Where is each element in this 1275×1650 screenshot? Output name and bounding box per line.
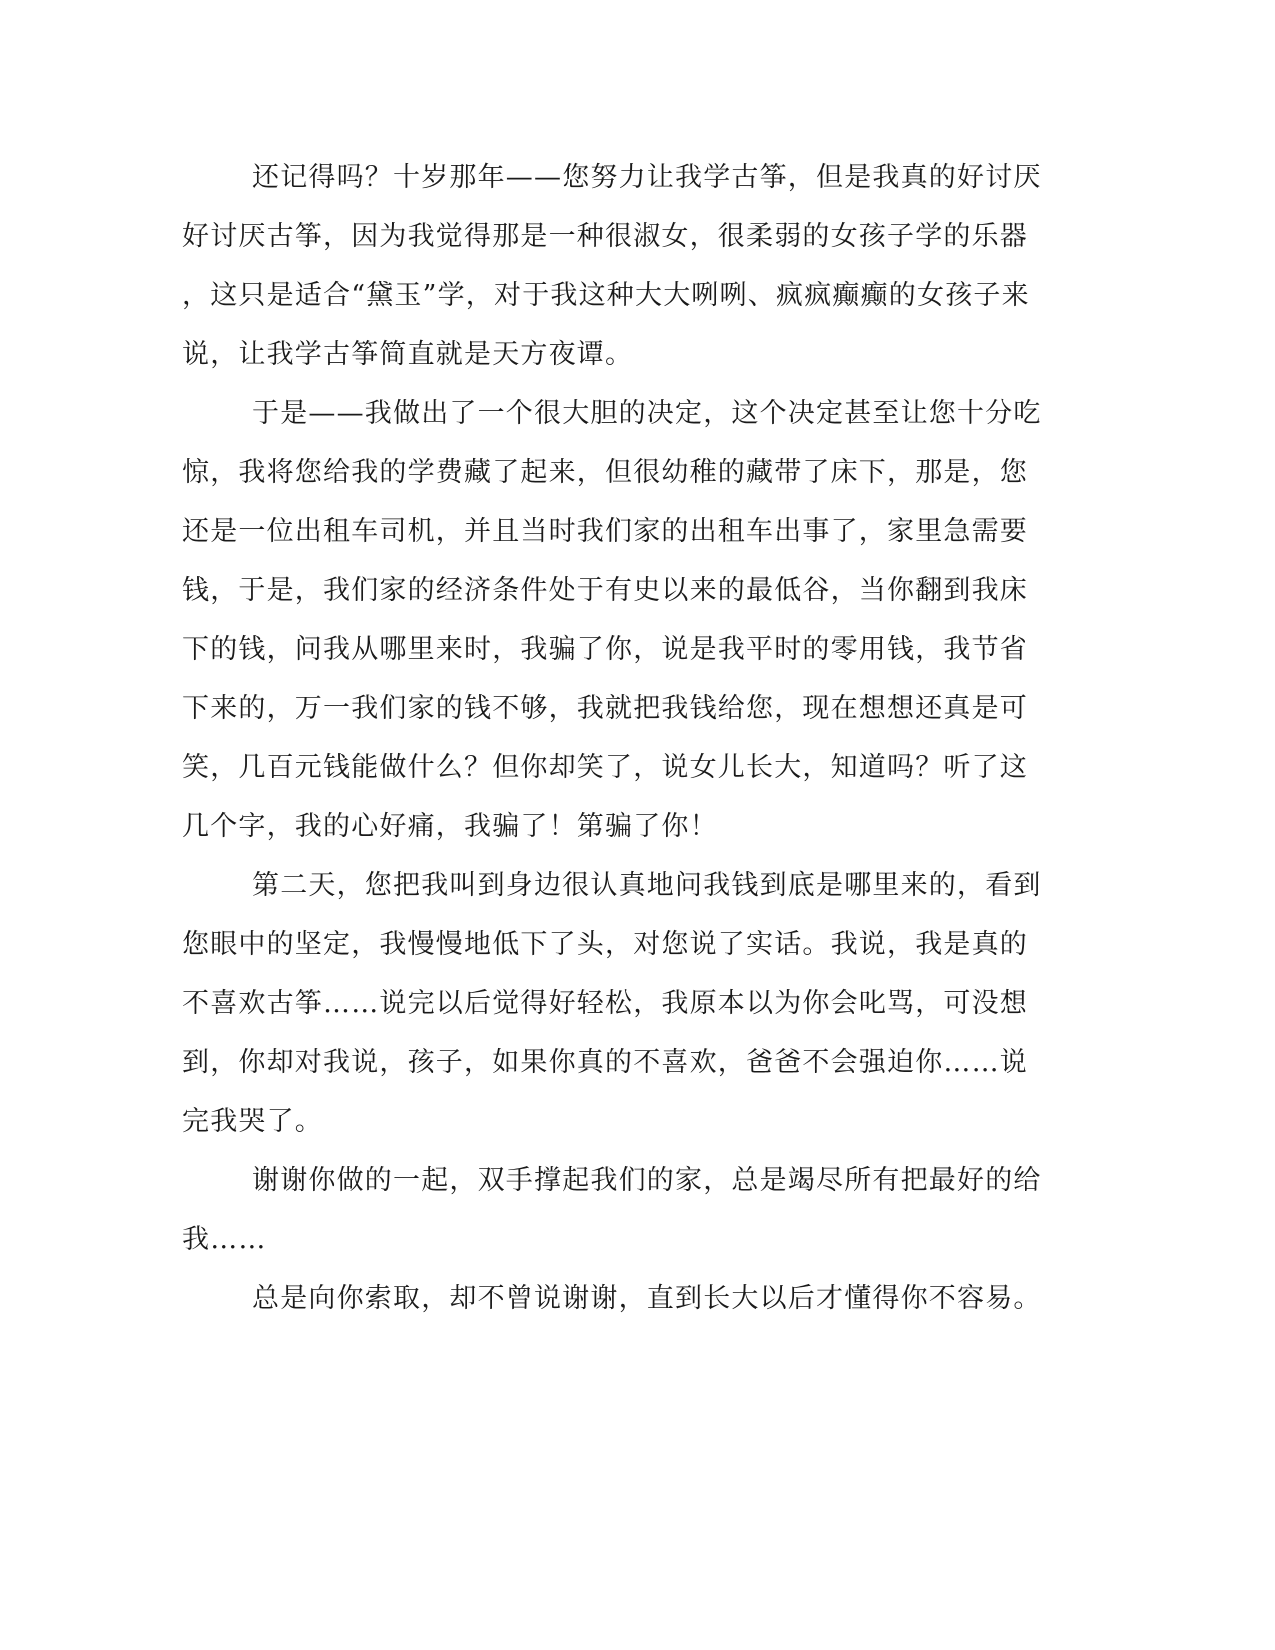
paragraph-line: 好讨厌古筝，因为我觉得那是一种很淑女，很柔弱的女孩子学的乐器 — [182, 221, 1028, 252]
paragraph-line: 下来的，万一我们家的钱不够，我就把我钱给您，现在想想还真是可 — [182, 693, 1028, 724]
paragraph-line: 第二天，您把我叫到身边很认真地问我钱到底是哪里来的，看到 — [252, 870, 1042, 901]
paragraph-line: 下的钱，问我从哪里来时，我骗了你，说是我平时的零用钱，我节省 — [182, 634, 1028, 665]
paragraph-line: 完我哭了。 — [182, 1106, 323, 1137]
paragraph-line: 您眼中的坚定，我慢慢地低下了头，对您说了实话。我说，我是真的 — [182, 929, 1028, 960]
paragraph-line: 钱，于是，我们家的经济条件处于有史以来的最低谷，当你翻到我床 — [182, 575, 1028, 606]
paragraph-line: 还记得吗？十岁那年——您努力让我学古筝，但是我真的好讨厌 — [252, 162, 1042, 193]
paragraph-line: 不喜欢古筝……说完以后觉得好轻松，我原本以为你会叱骂，可没想 — [182, 988, 1028, 1019]
paragraph-line: 于是——我做出了一个很大胆的决定，这个决定甚至让您十分吃 — [252, 398, 1042, 429]
paragraph-line: 我…… — [182, 1224, 267, 1255]
paragraph-line: 说，让我学古筝简直就是天方夜谭。 — [182, 339, 634, 370]
paragraph-1 — [182, 148, 1042, 384]
paragraph-4 — [182, 1151, 1042, 1269]
paragraph-line: 谢谢你做的一起，双手撑起我们的家，总是竭尽所有把最好的给 — [252, 1165, 1042, 1196]
paragraph-line: 惊，我将您给我的学费藏了起来，但很幼稚的藏带了床下，那是，您 — [182, 457, 1028, 488]
paragraph-line: ，这只是适合“黛玉”学，对于我这种大大咧咧、疯疯癫癫的女孩子来 — [182, 280, 1030, 311]
paragraph-line: 总是向你索取，却不曾说谢谢，直到长大以后才懂得你不容易。 — [252, 1283, 1042, 1314]
paragraph-5 — [182, 1269, 1042, 1328]
paragraph-line: 笑，几百元钱能做什么？但你却笑了，说女儿长大，知道吗？听了这 — [182, 752, 1028, 783]
paragraph-line: 还是一位出租车司机，并且当时我们家的出租车出事了，家里急需要 — [182, 516, 1028, 547]
document-body — [182, 148, 1042, 1328]
paragraph-3 — [182, 856, 1042, 1151]
paragraph-line: 到，你却对我说，孩子，如果你真的不喜欢，爸爸不会强迫你……说 — [182, 1047, 1028, 1078]
paragraph-2 — [182, 384, 1042, 856]
paragraph-line: 几个字，我的心好痛，我骗了！第骗了你！ — [182, 811, 718, 842]
